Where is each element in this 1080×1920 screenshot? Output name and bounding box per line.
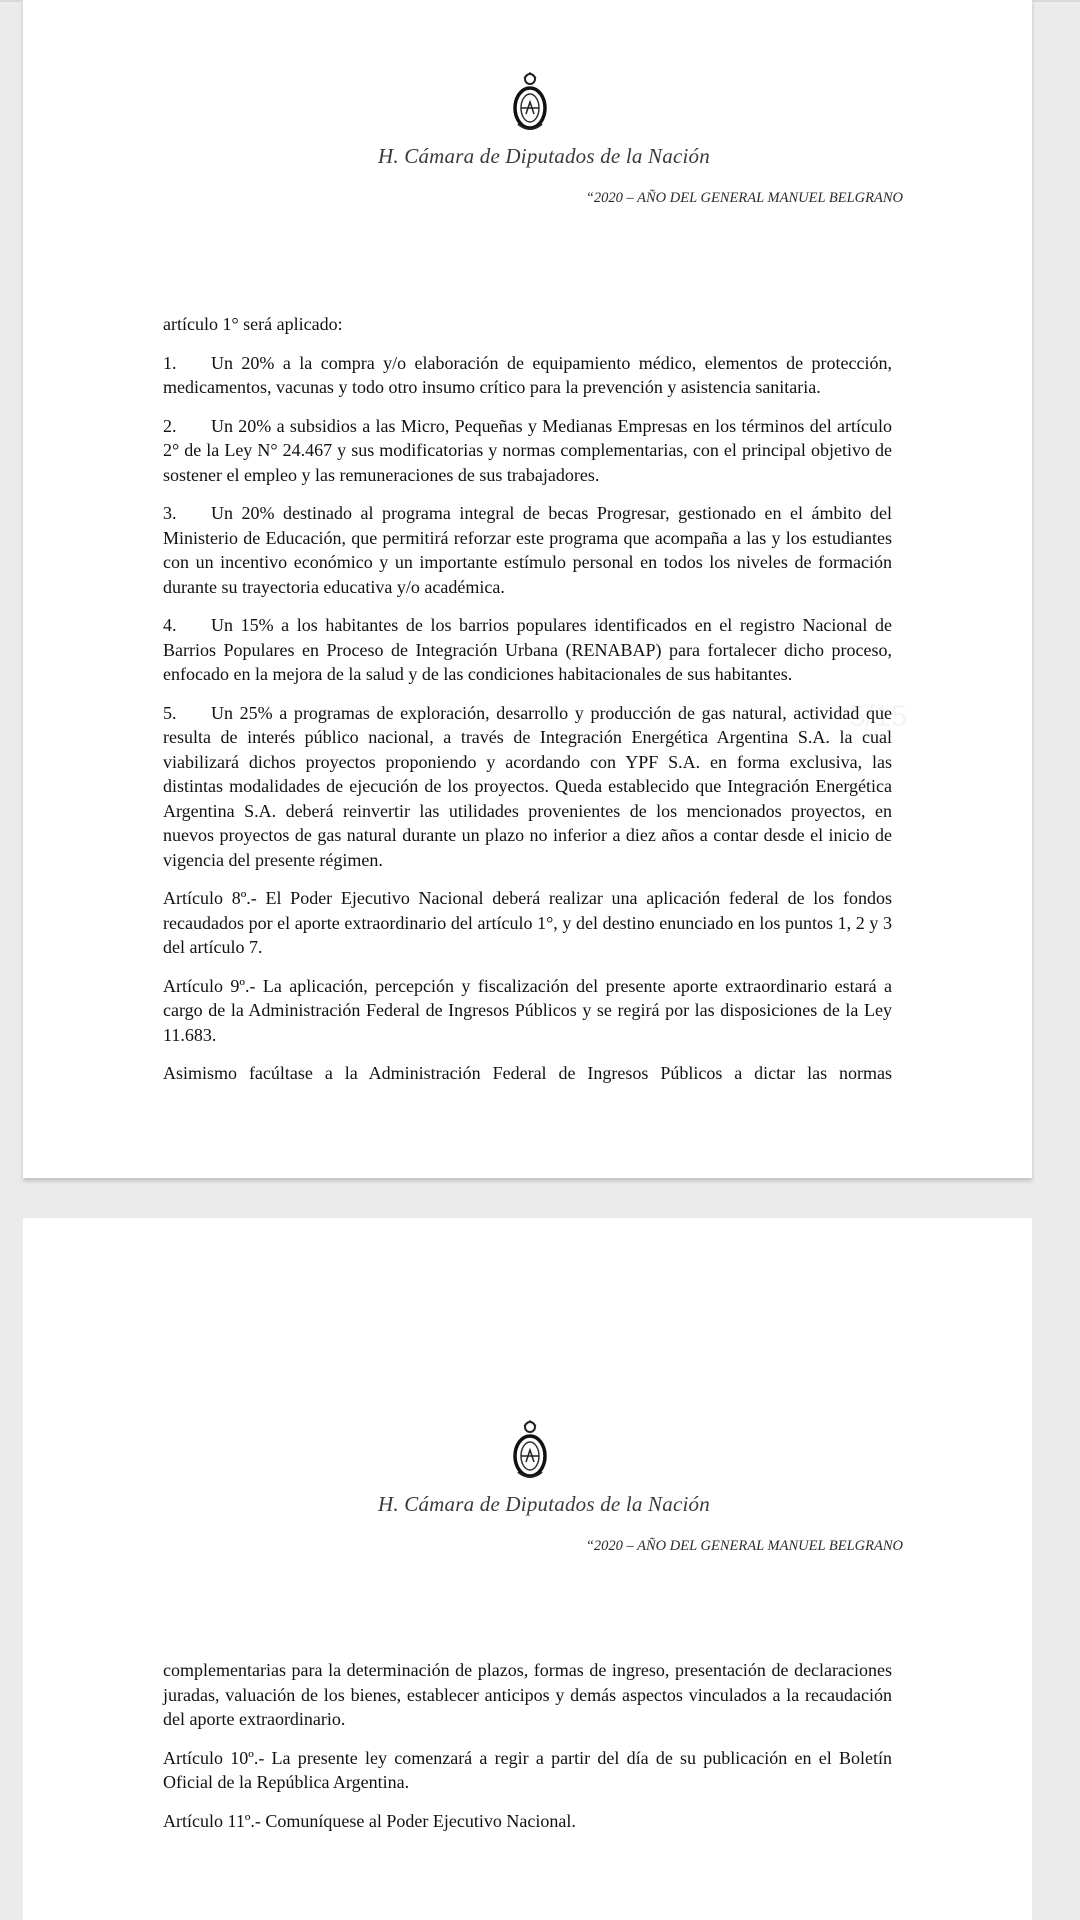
list-item: [163, 501, 892, 599]
item-number: 3.: [163, 503, 177, 523]
page-1-body: [163, 312, 892, 1100]
item-number: 2.: [163, 415, 177, 436]
page-2-body: [163, 1658, 892, 1847]
list-item: [163, 701, 892, 873]
year-motto: “2020 – AÑO DEL GENERAL MANUEL BELGRANO: [585, 190, 903, 206]
article-10: Artículo 10º.- La presente ley comenzará a regir a partir del día de su publicación en el Boletín Oficial de la República Argentina.: [163, 1747, 892, 1792]
item-number: 4.: [163, 615, 177, 635]
article-11: Artículo 11º.- Comuníquese al Poder Ejecutivo Nacional.: [163, 1810, 576, 1831]
closing-line: Asimismo facúltase a la Administración Federal de Ingresos Públicos a dictar las normas: [163, 1063, 892, 1083]
year-motto: “2020 – AÑO DEL GENERAL MANUEL BELGRANO: [585, 1538, 903, 1554]
intro-line: artículo 1° será aplicado:: [163, 314, 343, 334]
coat-of-arms-icon: [510, 72, 550, 136]
list-item: [163, 613, 892, 687]
document-page-2: [23, 1218, 1032, 1920]
item-text: Un 20% destinado al programa integral de becas Progresar, gestionado en el ámbito del Ministerio de Educación, que permitirá reforzar este programa que acompaña a las y los estudiantes con un incentivo económico y un importante estímulo personal en todos los niveles de formación durante su trayectoria educativa y/o académica.: [163, 503, 892, 597]
item-number: 1.: [163, 352, 177, 373]
item-number: 5.: [163, 702, 177, 723]
item-text: Un 25% a programas de exploración, desarrollo y producción de gas natural, actividad que resulta de interés público nacional, a través de Integración Energética Argentina S.A. la cual viabilizará dichos proyectos proponiendo y acordando con YPF S.A. en forma exclusiva, las distintas modalidades de ejecución de los proyectos. Queda establecido que Integración Energética Argentina S.A. deberá reinvertir las utilidades provenientes de los mencionados proyectos, en nuevos proyectos de gas natural durante un plazo no inferior a diez años a contar desde el inicio de vigencia del presente régimen.: [163, 702, 892, 870]
article-9: Artículo 9º.- La aplicación, percepción y fiscalización del presente aporte extraordinario estará a cargo de la Administración Federal de Ingresos Públicos y se regirá por las disposiciones de la Ley 11.683.: [163, 975, 892, 1045]
item-text: Un 20% a la compra y/o elaboración de equipamiento médico, elementos de protección, medicamentos, vacunas y todo otro insumo crítico para la prevención y asistencia sanitaria.: [163, 352, 892, 397]
chamber-name: H. Cámara de Diputados de la Nación: [378, 144, 710, 168]
chamber-name: H. Cámara de Diputados de la Nación: [378, 1492, 710, 1516]
item-text: Un 20% a subsidios a las Micro, Pequeñas y Medianas Empresas en los términos del artículo 2° de la Ley N° 24.467 y sus modificatorias y normas complementarias, con el principal objetivo de sostener el empleo y las remuneraciones de sus trabajadores.: [163, 415, 892, 485]
article-8: Artículo 8º.- El Poder Ejecutivo Nacional deberá realizar una aplicación federal de los fondos recaudados por el aporte extraordinario del artículo 1°, y del destino enunciado en los puntos 1, 2 y 3 del artículo 7.: [163, 888, 892, 957]
document-page-1: [23, 0, 1032, 1178]
coat-of-arms-icon: [510, 1420, 550, 1484]
item-text: Un 15% a los habitantes de los barrios populares identificados en el registro Nacional de Barrios Populares en Proceso de Integración Urbana (RENABAP) para fortalecer dicho proceso, enfocado en la mejora de la salud y de las condiciones habitacionales de sus habitantes.: [163, 615, 892, 684]
list-item: [163, 414, 892, 488]
continuation-paragraph: complementarias para la determinación de plazos, formas de ingreso, presentación de declaraciones juradas, valuación de los bienes, establecer anticipos y demás aspectos vinculados a la recaudación del aporte extraordinario.: [163, 1660, 892, 1729]
list-item: [163, 351, 892, 400]
